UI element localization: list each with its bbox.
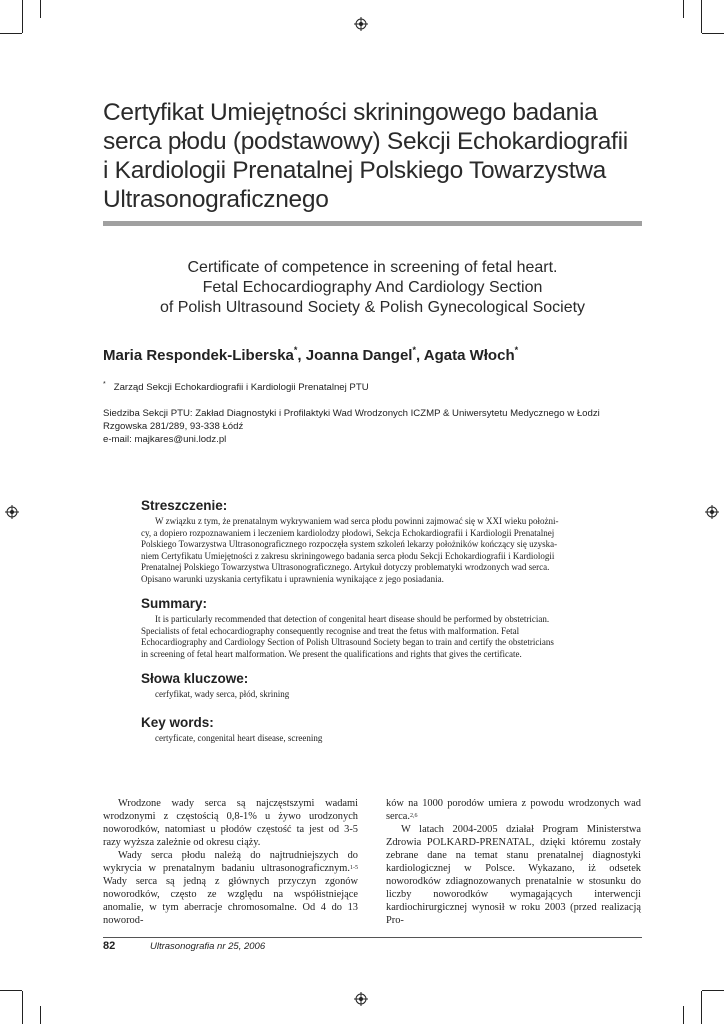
headquarters-address [103,407,653,446]
crop-mark [702,990,724,991]
registration-target-icon [354,17,368,31]
summary-heading: Summary: [141,596,208,611]
page-number: 82 [103,940,116,952]
author-list [103,347,663,364]
article-title [103,98,663,214]
abstract-line: cy, a dopiero rozpoznawaniem i leczeniem kardiolodzy płodowi, Sekcja Echokardiografii i Kardiologii Prenatalnej [141,527,555,538]
english-title [103,258,642,318]
english-title-line: of Polish Ultrasound Society & Polish Gynecological Society [159,299,586,316]
citation-ref: 1-5 [350,865,358,871]
registration-target-icon [5,505,19,519]
crop-mark [702,33,724,34]
affiliation-mark: * [103,381,106,388]
address-line: Rzgowska 281/289, 93-338 Łódź [103,421,244,432]
streszczenie-heading: Streszczenie: [141,498,228,513]
author-mark: * [412,345,416,355]
crop-mark [683,1006,684,1024]
registration-target-icon [705,505,719,519]
affiliation-text: Zarząd Sekcji Echokardiografii i Kardiologii Prenatalnej PTU [113,382,369,394]
author-name: Joanna Dangel [305,347,413,364]
abstract-line: W związku z tym, że prenatalnym wykrywaniem wad serca płodu powinni zajmować się w XXI wieku położni- [155,516,559,526]
english-title-line: Certificate of competence in screening of fetal heart. [187,259,558,276]
summary-text [141,614,586,660]
abstract-line: niem Certyfikatu Umiejętności z zakresu skriningowego badania serca płodu Sekcji Echokardiografii i Kardiologii [141,550,555,561]
registration-target-icon [354,992,368,1006]
crop-mark [22,991,23,1024]
body-text: Wady serca są jedną z głównych przyczyn zgonów noworodków, często ze względu na współistniejące anomalie, w tym aberracje chromosomalne. Od 4 do 13 noworod- [103,876,358,926]
crop-mark [701,0,702,33]
author-mark: * [293,345,298,355]
author-mark: * [514,345,519,355]
abstract-line: Specialists of fetal echocardiography consequently recognise and treat the fetus with malformation. Fetal [141,625,520,636]
body-column-left [103,797,358,927]
address-line: Siedziba Sekcji PTU: Zakład Diagnostyki i Profilaktyki Wad Wrodzonych ICZMP & Uniwersytetu Medycznego w Łodzi [103,408,600,419]
title-line: i Kardiologii Prenatalnej Polskiego Towarzystwa [103,157,606,184]
abstract-line: It is particularly recommended that detection of congenital heart disease should be performed by obstetrician. [155,614,550,624]
streszczenie-text [141,516,586,585]
body-text: ków na 1000 porodów umiera z powodu wrodzonych wad serca. [386,798,641,822]
affiliation [103,381,643,393]
title-divider [103,221,642,226]
english-title-line: Fetal Echocardiography And Cardiology Section [202,279,543,296]
body-paragraph: W latach 2004-2005 działał Program Ministerstwa Zdrowia POLKARD-PRENATAL, dzięki któremu zostały zebrane dane na temat stanu prenatalnej diagnostyki kardiologicznej w Polsce. Wykazano, iż odsetek noworodków zdiagnozowanych prenatalnie w stosunku do liczby noworodków wymagających interwencji kardiochirurgicznej wynosił w roku 2003 (przed realizacją Pro- [386,824,641,926]
body-column-right [386,797,641,927]
abstract-line: Prenatalnej Polskiego Towarzystwa Ultrasonograficznego. Artykuł dotyczy problematyki wrodzonych wad serca. [141,562,550,572]
footer-rule [103,937,642,938]
keywords-pl-heading: Słowa kluczowe: [141,671,249,686]
body-text: Wady serca płodu należą do najtrudniejszych do wykrycia w prenatalnym badaniu ultrasonograficznym. [103,850,358,874]
title-line: Certyfikat Umiejętności skriningowego badania [103,99,598,126]
keywords-en-text: certyficate, congenital heart disease, screening [155,733,323,743]
body-paragraph: Wrodzone wady serca są najczęstszymi wadami wrodzonymi z częstością 0,8-1% u żywo urodzonych noworodków, natomiast u płodów częstość ta jest od 3-5 razy wyższa zależnie od okresu ciąży. [103,798,358,848]
title-line: Ultrasonograficznego [103,186,329,213]
citation-ref: 2,6 [409,813,418,819]
abstract-line: Polskiego Towarzystwa Ultrasonograficznego rozpoczęła system szkoleń lekarzy położników kończący się uzyska- [141,539,558,549]
crop-mark [0,990,22,991]
crop-mark [701,991,702,1024]
author-name: Maria Respondek-Liberska [103,347,294,364]
keywords-pl-text: cerfyfikat, wady serca, płód, skrining [155,689,290,699]
crop-mark [683,0,684,18]
crop-mark [0,33,22,34]
body-paragraph [386,797,641,823]
abstract-line: Echocardiography and Cardiology Section of Polish Ultrasound Society began to train and certify the obstetricians [141,637,554,647]
crop-mark [40,0,41,18]
author-separator: , [415,347,424,364]
author-name: Agata Włoch [423,347,515,364]
title-line: serca płodu (podstawowy) Sekcji Echokardiografii [103,128,628,155]
journal-name: Ultrasonografia nr 25, 2006 [150,941,266,952]
crop-mark [22,0,23,33]
body-paragraph [103,849,358,927]
author-separator: , [297,347,306,364]
crop-mark [40,1006,41,1024]
keywords-en-heading: Key words: [141,715,214,730]
email-line: e-mail: majkares@uni.lodz.pl [103,434,227,445]
abstract-line: Opisano warunki uzyskania certyfikatu i uprawnienia wynikające z jego posiadania. [141,573,444,584]
abstract-line: in screening of fetal heart malformation. We present the qualifications and rights that gives the certificate. [141,648,522,659]
